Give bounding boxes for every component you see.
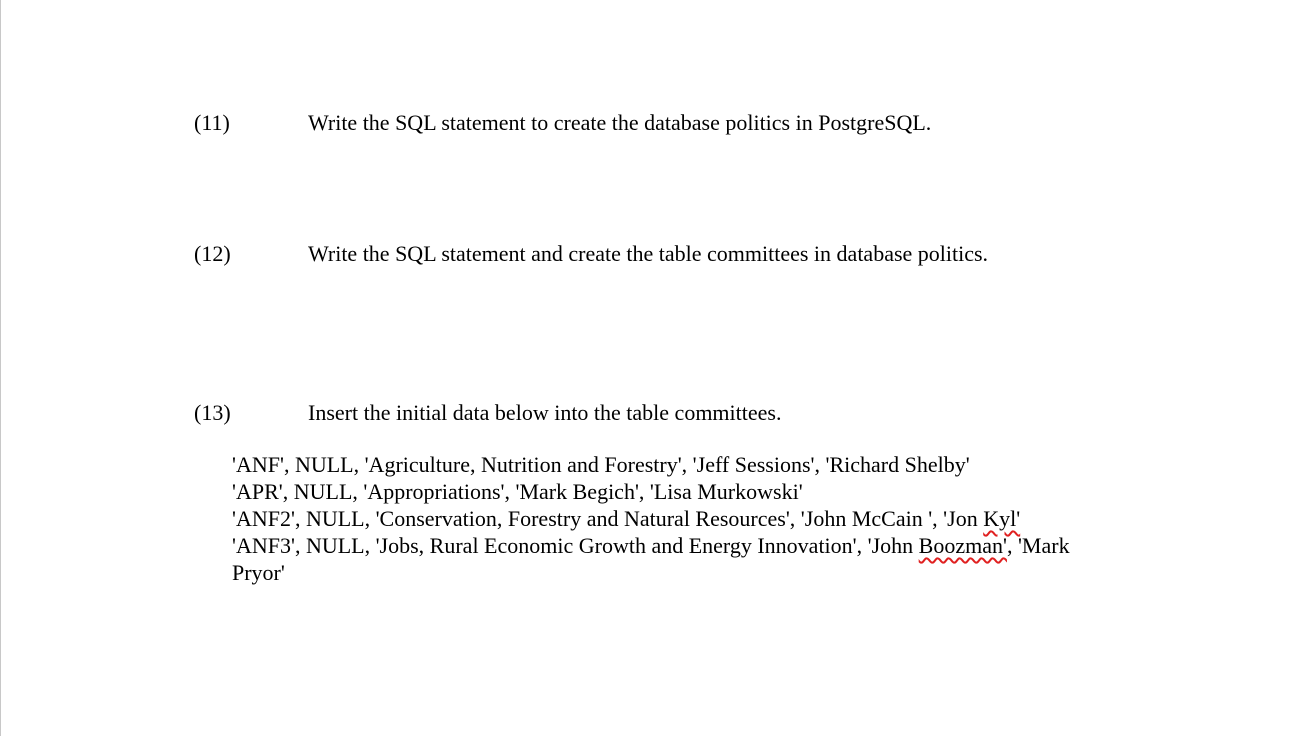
data-row (232, 505, 1132, 532)
question-text: Write the SQL statement and create the table committees in database politics. (308, 241, 989, 266)
spellcheck-flagged-word[interactable]: Kyl' (983, 506, 1021, 531)
question-text: Insert the initial data below into the table committees. (308, 400, 782, 425)
data-row (232, 532, 1132, 559)
data-row-text: , 'Mark (1006, 533, 1070, 558)
data-row: 'ANF', NULL, 'Agriculture, Nutrition and Forestry', 'Jeff Sessions', 'Richard Shelby' (232, 452, 970, 477)
data-row-text: 'ANF3', NULL, 'Jobs, Rural Economic Growth and Energy Innovation', 'John (232, 533, 919, 558)
question-number: (12) (194, 241, 231, 266)
question-text: Write the SQL statement to create the database politics in PostgreSQL. (308, 110, 932, 135)
question-number: (11) (194, 110, 230, 135)
data-row: 'APR', NULL, 'Appropriations', 'Mark Begich', 'Lisa Murkowski' (232, 479, 803, 504)
data-row-text: 'ANF2', NULL, 'Conservation, Forestry and Natural Resources', 'John McCain ', 'Jon (232, 506, 984, 531)
spellcheck-flagged-word[interactable]: Boozman' (918, 533, 1007, 558)
data-row-continuation: Pryor' (232, 560, 285, 585)
question-number: (13) (194, 400, 231, 425)
insert-data-block (232, 451, 1132, 586)
page-left-edge (0, 0, 1, 736)
